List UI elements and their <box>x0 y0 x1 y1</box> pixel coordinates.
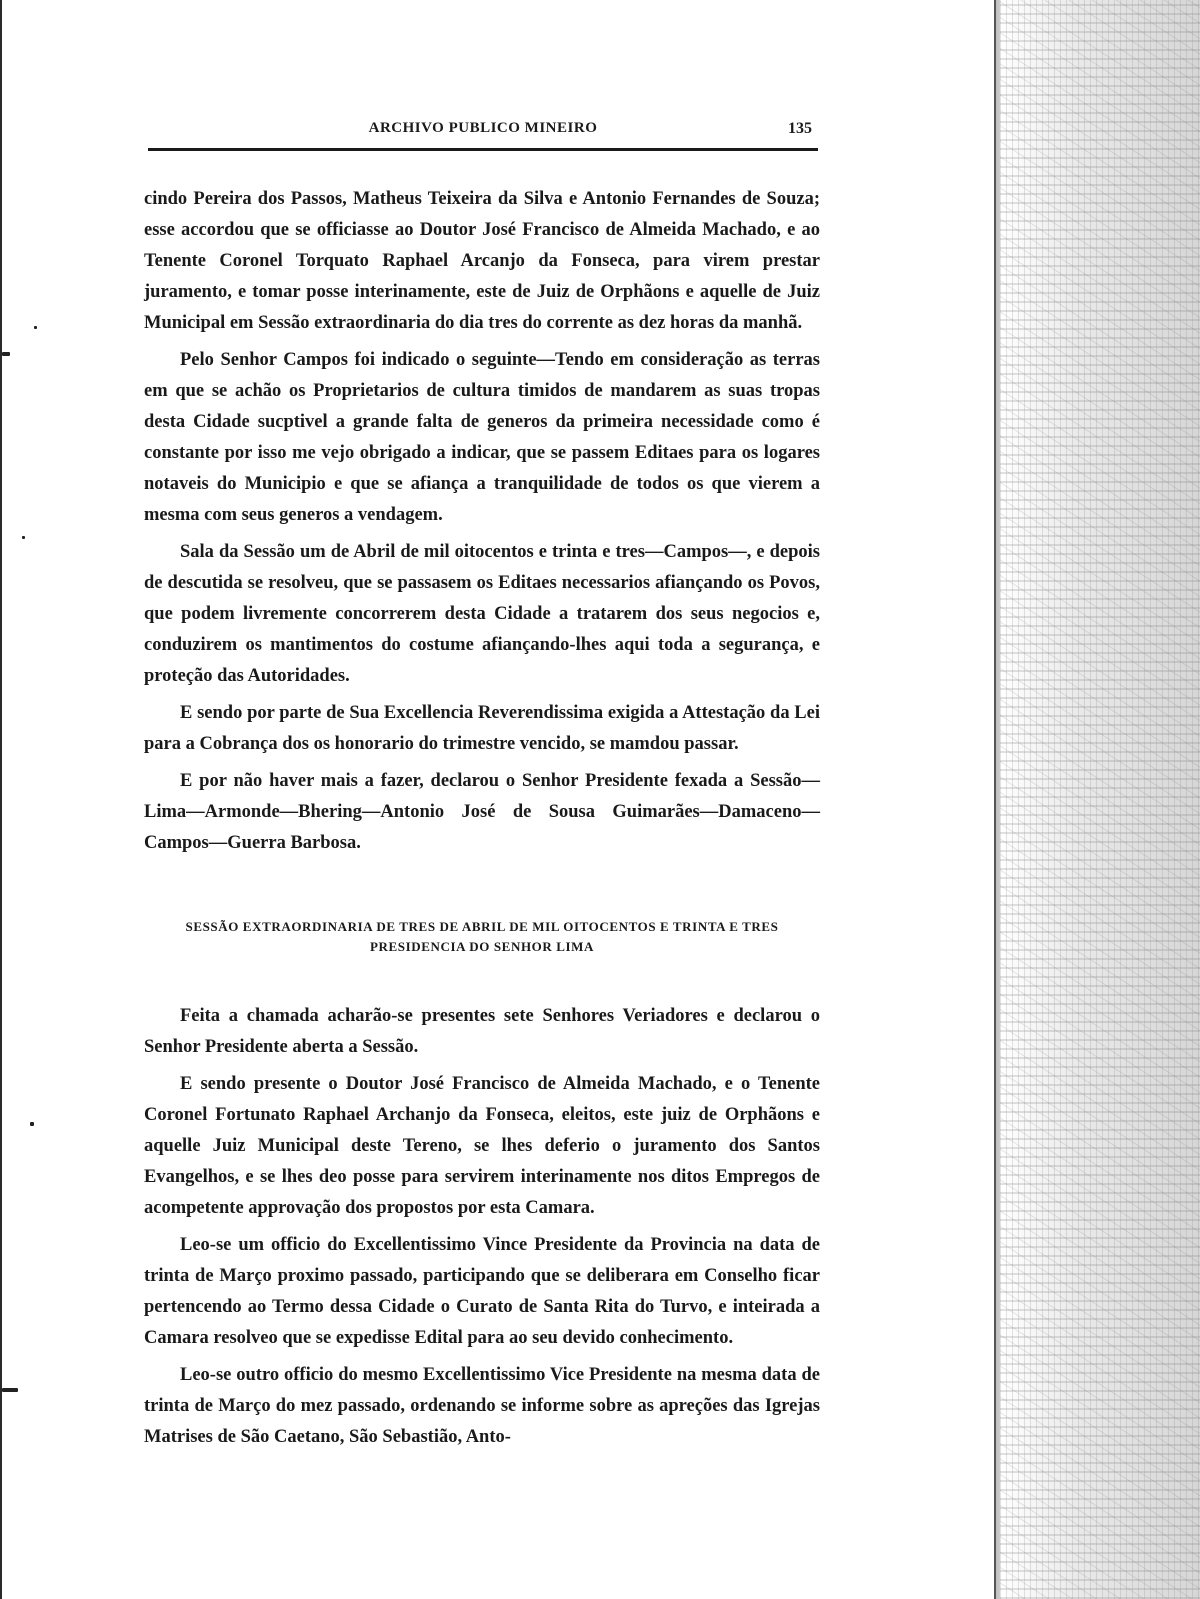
scan-speck <box>2 1388 18 1392</box>
scan-left-edge <box>0 0 6 1599</box>
scan-right-margin <box>1000 0 1200 1599</box>
paragraph: E sendo presente o Doutor José Francisco de Almeida Machado, e o Tenente Coronel Fortunato Raphael Archanjo da Fonseca, eleitos, este juiz de Orphãons e aquelle Juiz Municipal deste Tereno, se lhes deferio o juramento dos Santos Evangelhos, e se lhes deo posse para servirem interinamente nos ditos Empregos de acompetente approvação dos propostos por esta Camara. <box>144 1074 820 1218</box>
scan-speck <box>30 1122 34 1126</box>
running-title: ARCHIVO PUBLICO MINEIRO <box>368 120 598 136</box>
running-header <box>148 120 818 144</box>
header-rule <box>148 148 818 151</box>
page-number: 135 <box>788 120 812 137</box>
paragraph: Sala da Sessão um de Abril de mil oitocentos e trinta e tres—Campos—, e depois de descutida se resolveu, que se passasem os Editaes necessarios afiançando os Povos, que podem livremente concorrerem desta Cidade a tratarem dos seus negocios e, conduzirem os mantimentos do costume afiançando-lhes aqui toda a segurança, e proteção das Autoridades. <box>144 542 820 686</box>
paragraph: cindo Pereira dos Passos, Matheus Teixeira da Silva e Antonio Fernandes de Souza; esse accordou que se officiasse ao Doutor José Francisco de Almeida Machado, e ao Tenente Coronel Torquato Raphael Arcanjo da Fonseca, para virem prestar juramento, e tomar posse interinamente, este de Juiz de Orphãons e aquelle de Juiz Municipal em Sessão extraordinaria do dia tres do corrente as dez horas da manhã. <box>144 189 820 333</box>
paragraph: Leo-se um officio do Excellentissimo Vince Presidente da Provincia na data de trinta de Março proximo passado, participando que se deliberara em Conselho ficar pertencendo ao Termo dessa Cidade o Curato de Santa Rita do Turvo, e inteirada a Camara resolveo que se expedisse Edital para ao seu devido conhecimento. <box>144 1235 820 1348</box>
paragraph: Leo-se outro officio do mesmo Excellentissimo Vice Presidente na mesma data de trinta de Março do mez passado, ordenando se informe sobre as apreções das Igrejas Matrises de São Caetano, São Sebastião, Anto- <box>144 1365 820 1447</box>
scan-speck <box>22 536 25 539</box>
session-body <box>144 1001 820 1453</box>
page-body <box>144 184 820 1459</box>
paragraph: E por não haver mais a fazer, declarou o Senhor Presidente fexada a Sessão—Lima—Armonde—Bhering—Antonio José de Sousa Guimarães—Damaceno—Campos—Guerra Barbosa. <box>144 771 820 853</box>
session-heading-line: SESSÃO EXTRAORDINARIA DE TRES DE ABRIL DE MIL OITOCENTOS E TRINTA E TRES <box>185 919 779 934</box>
paragraph: Feita a chamada acharão-se presentes sete Senhores Veriadores e declarou o Senhor Presidente aberta a Sessão. <box>144 1006 820 1057</box>
session-heading <box>144 917 820 957</box>
document-page <box>140 0 830 1599</box>
scan-speck <box>34 326 37 329</box>
session-heading-line: PRESIDENCIA DO SENHOR LIMA <box>370 939 594 954</box>
scan-speck <box>2 352 10 356</box>
paragraph: E sendo por parte de Sua Excellencia Reverendissima exigida a Attestação da Lei para a Cobrança dos os honorario do trimestre vencido, se mamdou passar. <box>144 703 820 754</box>
paragraph: Pelo Senhor Campos foi indicado o seguinte—Tendo em consideração as terras em que se achão os Proprietarios de cultura timidos de mandarem as suas tropas desta Cidade sucptivel a grande falta de generos da primeira necessidade como é constante por isso me vejo obrigado a indicar, que se passem Editaes para os logares notaveis do Municipio e que se afiança a tranquilidade de todos os que vierem a mesma com seus generos a vendagem. <box>144 350 820 525</box>
